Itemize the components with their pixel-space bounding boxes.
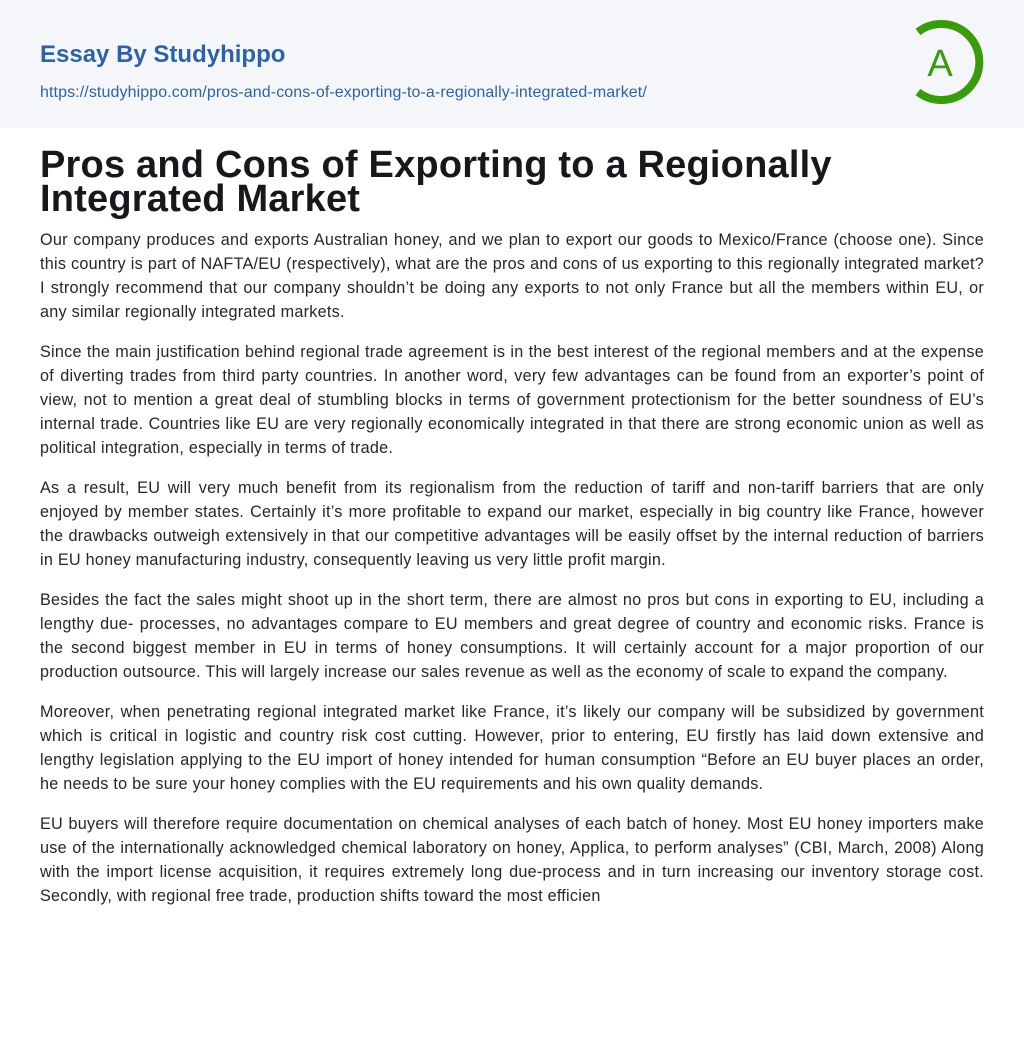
paragraph: Besides the fact the sales might shoot up in the short term, there are almost no pros but cons in exporting to EU, including a lengthy due- processes, no advantages compare to EU members and great degree of country and economic risks. France is the second biggest member in EU in terms of honey consumptions. It will certainly account for a major proportion of our production outsource. This will largely increase our sales revenue as well as the economy of scale to expand the company. [40,591,984,681]
paragraph: Moreover, when penetrating regional integrated market like France, it’s likely our company will be subsidized by government which is critical in logistic and country risk cost cutting. However, prior to entering, EU firstly has laid down extensive and lengthy legislation applying to the EU import of honey intended for human consumption “Before an EU buyer places an order, he needs to be sure your honey complies with the EU requirements and his own quality demands. [40,703,984,793]
paragraph: As a result, EU will very much benefit from its regionalism from the reduction of tariff and non-tariff barriers that are only enjoyed by member states. Certainly it’s more profitable to expand our market, especially in big country like France, however the drawbacks outweigh extensively in that our competitive advantages will be easily offset by the internal reduction of barriers in EU honey manufacturing industry, consequently leaving us very little profit margin. [40,479,984,569]
paragraph: EU buyers will therefore require documentation on chemical analyses of each batch of honey. Most EU honey importers make use of the internationally acknowledged chemical laboratory on honey, Applica, to perform analyses” (CBI, March, 2008) Along with the import license acquisition, it requires extremely long due-process and in turn increasing our inventory storage cost. Secondly, with regional free trade, production shifts toward the most efficien [40,815,984,905]
article-body [40,228,984,924]
brand-title: Essay By Studyhippo [40,41,286,68]
site-header [0,0,1024,128]
paragraph: Our company produces and exports Australian honey, and we plan to export our goods to Mexico/France (choose one). Since this country is part of NAFTA/EU (respectively), what are the pros and cons of us exporting to this regionally integrated market? I strongly recommend that our company shouldn’t be doing any exports to not only France but all the members within EU, or any similar regionally integrated markets. [40,231,984,321]
page-title: Pros and Cons of Exporting to a Regionally Integrated Market [40,144,832,220]
studyhippo-logo-icon[interactable] [904,18,988,106]
logo-letter: A [927,43,953,85]
paragraph: Since the main justification behind regional trade agreement is in the best interest of the regional members and at the expense of diverting trades from third party countries. In another word, very few advantages can be found from an exporter’s point of view, not to mention a great deal of stumbling blocks in terms of government protectionism for the better soundness of EU’s internal trade. Countries like EU are very regionally economically integrated in that there are strong economic union as well as political integration, especially in terms of trade. [40,343,984,457]
article-url-link[interactable]: https://studyhippo.com/pros-and-cons-of-exporting-to-a-regionally-integrated-market/ [40,84,647,101]
